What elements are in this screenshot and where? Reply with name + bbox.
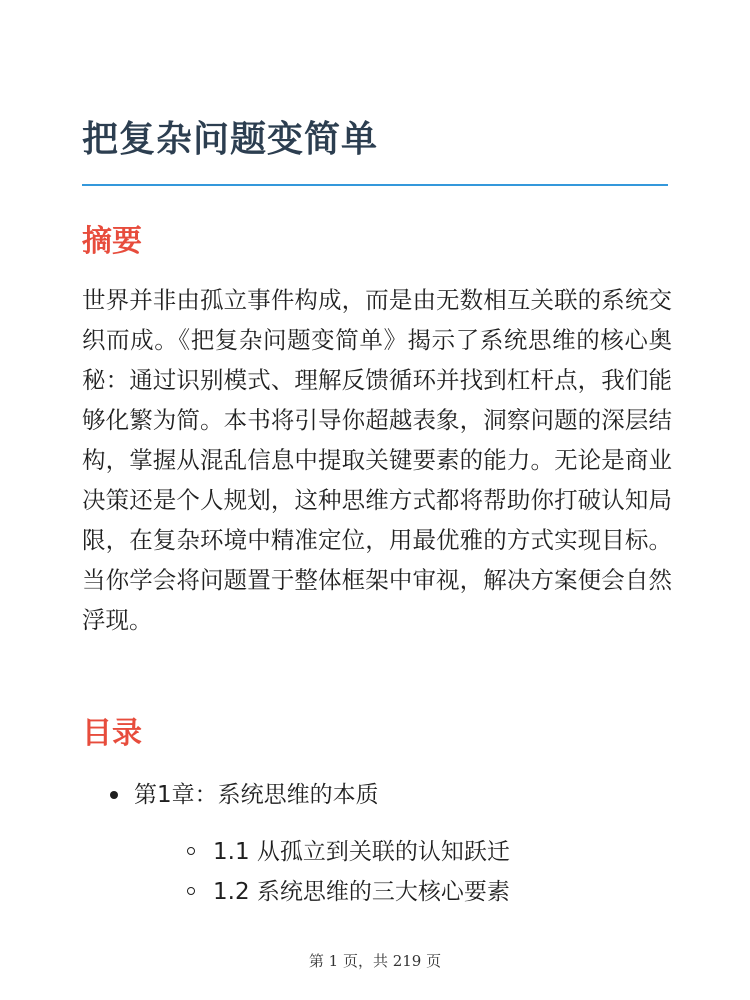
toc-heading: 目录: [82, 716, 142, 751]
page-footer: 第 1 页，共 219 页: [308, 952, 442, 970]
table-of-contents: [110, 775, 670, 912]
bullet-disc-icon: [110, 791, 118, 799]
bullet-circle-icon: [187, 847, 195, 855]
title-divider: [82, 184, 668, 186]
toc-chapter-item[interactable]: [110, 775, 670, 912]
document-title: 把复杂问题变简单: [82, 119, 379, 160]
abstract-heading: 摘要: [82, 224, 142, 259]
toc-section-item[interactable]: [187, 872, 670, 912]
toc-section-label: 1.2 系统思维的三大核心要素: [213, 879, 510, 905]
toc-section-label: 1.1 从孤立到关联的认知跃迁: [213, 839, 510, 865]
bullet-circle-icon: [187, 887, 195, 895]
toc-chapter-label: 第1章：系统思维的本质: [134, 782, 379, 808]
toc-sublist: [134, 832, 670, 912]
toc-section-item[interactable]: [187, 832, 670, 872]
abstract-paragraph: 世界并非由孤立事件构成，而是由无数相互关联的系统交织而成。《把复杂问题变简单》揭示了系统思维的核心奥秘：通过识别模式、理解反馈循环并找到杠杆点，我们能够化繁为简。本书将引导你超越表象，洞察问题的深层结构，掌握从混乱信息中提取关键要素的能力。无论是商业决策还是个人规划，这种思维方式都将帮助你打破认知局限，在复杂环境中精准定位，用最优雅的方式实现目标。当你学会将问题置于整体框架中审视，解决方案便会自然浮现。: [82, 286, 672, 634]
